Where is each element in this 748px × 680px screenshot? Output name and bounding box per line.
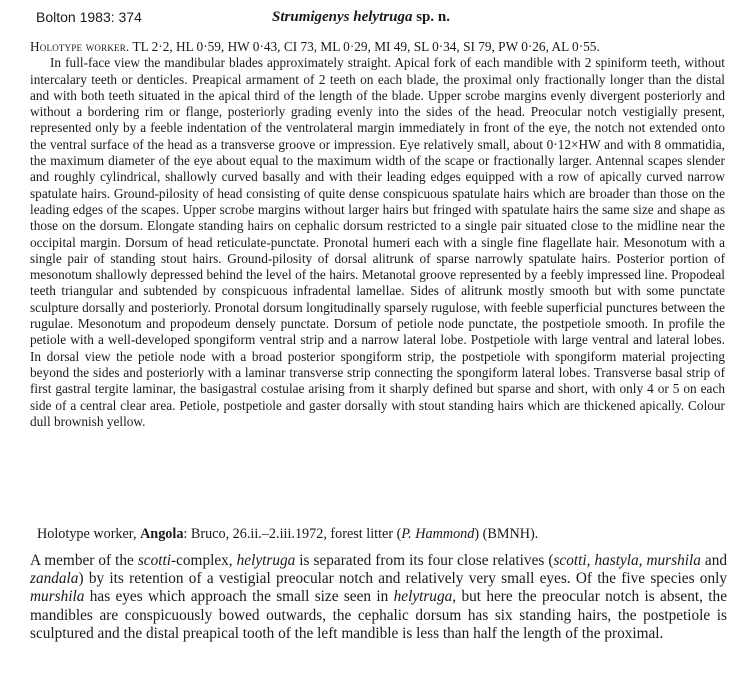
discussion-taxon-1: scotti [137, 552, 172, 569]
material-details: : Bruco, 26.ii.–2.iii.1972, forest litter ( [183, 526, 402, 542]
discussion-taxon-3: scotti, hastyla, murshila [553, 552, 701, 569]
discussion-text-5: ) by its retention of a vestigial preocular notch and relatively very small eyes. Of the five species only [78, 570, 727, 588]
discussion-taxon-6: helytruga [393, 588, 453, 606]
discussion-text-1: A member of the [30, 552, 138, 569]
discussion-taxon-5: murshila [30, 588, 85, 606]
description-text: In full-face view the mandibular blades approximately straight. Apical fork of each mandible with 2 spiniform teeth, without intercalary teeth or denticles. Preapical armament of 2 teeth on each blade, the proximal only fractionally longer than the distal and with both teeth situated in the apical third of the length of the blade. Upper scrobe margins evenly divergent posteriorly and without a bordering rim or flange, posteriorly grading evenly into the sides of the head. Preocular notch vestigially present, represented only by a feeble indentation of the ventrolateral margin immediately in front of the eye, the notch not extended onto the ventral surface of the head as a transverse groove or impression. Eye relatively small, about 0·12×HW and with 8 ommatidia, the maximum diameter of the eye about equal to the maximum width of the scape or fractionally larger. Antennal scapes slender and roughly cylindrical, shallowly curved basally and with their leading edges equipped with a row of apically curved narrow spatulate hairs. Ground-pilosity of head consisting of quite dense conspicuous spatulate hairs which are broader than those on the leading edges of the scapes. Upper scrobe margins without larger hairs but fringed with spatulate hairs the same size and shape as those on the dorsum. Elongate standing hairs on cephalic dorsum restricted to a single pair situated close to the midline near the occipital margin. Dorsum of head reticulate-punctate. Pronotal humeri each with a single fine flagellate hair. Mesonotum with a single pair of standing stout hairs. Ground-pilosity of dorsal alitrunk of sparse narrowly spatulate hairs. Posterior portion of mesonotum shallowly depressed behind the level of the hairs. Metanotal groove represented by a feebly impressed line. Propodeal teeth triangular and subtended by conspicuous infradental lamellae. Sides of alitrunk mostly smooth but with some punctate sculpture dorsally and posteriorly. Pronotal dorsum longitudinally sparsely rugulose, with feeble superficial punctures between the rugulae. Mesonotum and propodeum densely punctate. Dorsum of petiole node punctate, the postpetiole smooth. In profile the petiole with a well-developed spongiform ventral strip and a narrow lateral lobe. Postpetiole with large ventral and lateral lobes. In dorsal view the petiole node with a broad posterior spongiform strip, the postpetiole with spongiform material projecting beyond the sides and posteriorly with a laminar transverse strip connecting the spongiform lateral lobes. Transverse basal strip of first gastral tergite laminar, the basigastral costulae arising from it sharply defined but sparse and short, with only 4 or 5 on each side of a central clear area. Petiole, postpetiole and gaster dorsally with stout standing hairs which are thickened apically. Colour dull brownish yellow. [30, 55, 725, 429]
discussion-taxon-2: helytruga [236, 552, 296, 569]
discussion-paragraph [30, 552, 727, 643]
material-examined [37, 526, 727, 543]
discussion-text-3: is separated from its four close relatives ( [295, 552, 554, 569]
material-locality: Angola [140, 526, 184, 542]
holotype-label: Holotype worker. [30, 39, 130, 54]
page-reference: Bolton 1983: 374 [36, 9, 142, 25]
discussion-text-6: has eyes which approach the small size seen in [84, 588, 394, 606]
discussion-text-2: -complex, [171, 552, 237, 569]
species-suffix: sp. n. [412, 9, 450, 25]
discussion-text-4: and [700, 552, 728, 569]
discussion-taxon-4: zandala [30, 570, 79, 588]
holotype-description [30, 39, 725, 430]
species-heading [272, 9, 450, 26]
material-suffix: ) (BMNH). [474, 526, 539, 542]
material-prefix: Holotype worker, [37, 526, 141, 542]
discussion-text-7: , but here the preocular notch is absent, the mandibles are conspicuously bowed outwards, the cephalic dorsum has six standing hairs, the postpetiole is sculptured and the distal preapical tooth of the left mandible is less than half the length of the proximal. [30, 588, 727, 642]
measurements: TL 2·2, HL 0·59, HW 0·43, CI 73, ML 0·29, MI 49, SL 0·34, SI 79, PW 0·26, AL 0·55. [132, 39, 600, 54]
species-name: Strumigenys helytruga [272, 9, 413, 25]
discussion [30, 552, 727, 643]
material-collector: P. Hammond [401, 526, 475, 542]
measurements-line [30, 39, 725, 55]
